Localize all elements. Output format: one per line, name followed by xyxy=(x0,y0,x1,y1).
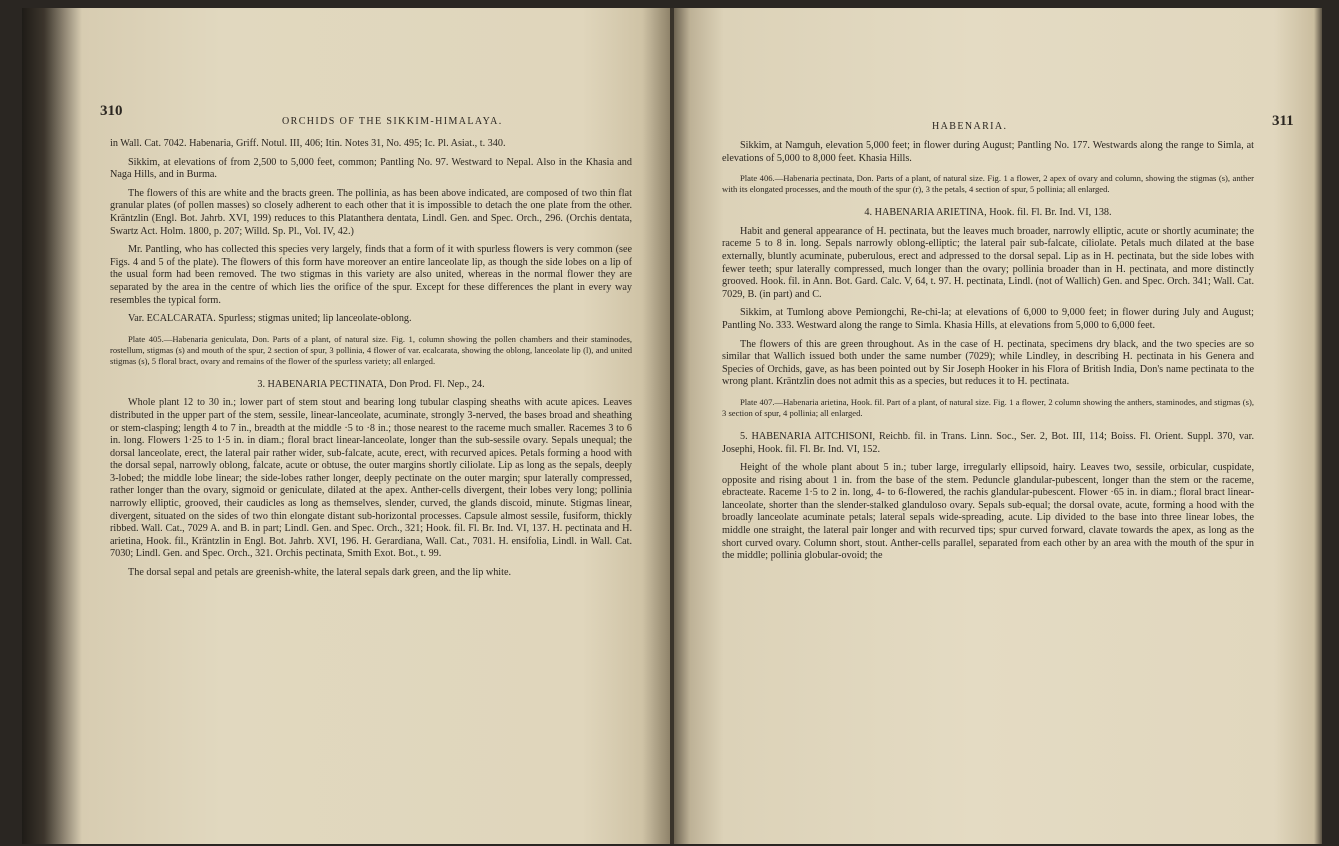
paragraph: Height of the whole plant about 5 in.; tuber large, irregularly ellipsoid, hairy. Leaves two, sessile, orbicular, cuspidate, opposite and rising about 1 in. from the base of the stem. Peduncle glandular-pubescent, longer than the stem or the raceme, ebracteate. Raceme 1·5 to 2 in. long, 4- to 6-flowered, the rachis glandular-pubescent. Flower ·65 in. in diam.; floral bract linear-lanceolate, shorter than the slender-stalked glanduloso ovary. Sepals sub-equal; the dorsal ovate, acute, forming a hood with the broadly lanceolate acuminate petals; lateral sepals wide-spreading, acute. Lip divided to the base into three linear lobes, the middle one straight, the lateral pair longer and with recurved tips; spur curved forward, clavate towards the apex, as long as the short curved ovary. Column short, stout. Anther-cells parallel, separated from each other by an area with the mouth of the spur in the middle; pollinia globular-ovoid; the xyxy=(722,462,1254,562)
page-number: 310 xyxy=(100,103,123,119)
plate-caption: Plate 406.—Habenaria pectinata, Don. Parts of a plant, of natural size. Fig. 1 a flower, 2 apex of ovary and column, showing the stigmas (s), anther with its elongated processes, and the mouth of the spur (r), 3 the petals, 4 section of spur, 5 pollinia; all enlarged. xyxy=(722,173,1254,195)
running-head: ORCHIDS OF THE SIKKIM-HIMALAYA. xyxy=(282,116,503,127)
left-page xyxy=(22,8,670,844)
paragraph: Mr. Pantling, who has collected this species very largely, finds that a form of it with spurless flowers is very common (see Figs. 4 and 5 of the plate). The flowers of this form have moreover an entire lanceolate lip, as though the side lobes on a lip of the usual form had been removed. The two stigmas in this variety are also united, whereas in the normal flower they are separated by the area in the centre of which lies the orifice of the spur. Except for these differences the plant in every way resembles the typical form. xyxy=(110,244,632,306)
page-number: 311 xyxy=(1272,113,1294,129)
paragraph: Sikkim, at Tumlong above Pemiongchi, Re-chi-la; at elevations of 6,000 to 9,000 feet; in flower during July and August; Pantling No. 333. Westward along the range to Simla. Khasia Hills, at elevations from 5,000 to 6,000 feet. xyxy=(722,307,1254,331)
section-heading: 5. HABENARIA AITCHISONI, Reichb. fil. in Trans. Linn. Soc., Ser. 2, Bot. III, 114; Boiss. Fl. Orient. Suppl. 370, var. Josephi, Hook. fil. Fl. Br. Ind. VI, 152. xyxy=(722,430,1254,455)
section-heading: 3. HABENARIA PECTINATA, Don Prod. Fl. Nep., 24. xyxy=(257,378,485,390)
paragraph: Whole plant 12 to 30 in.; lower part of stem stout and bearing long tubular clasping sheaths with acute apices. Leaves distributed in the upper part of the stem, sessile, linear-lanceolate, acuminate, strongly 3-nerved, the bases broad and sheathing or stem-clasping; length 4 to 7 in., breadth at the middle ·5 to ·8 in.; those nearest to the raceme much smaller. Racemes 3 to 6 in. long. Flowers 1·25 to 1·5 in. in diam.; floral bract linear-lanceolate, longer than the sub-sessile ovary. Sepals unequal; the dorsal lanceolate, erect, the lateral pair rather wider, sub-falcate, acute, erect, with recurved apices. Petals forming a hood with the dorsal sepal, narrowly oblong, falcate, acute or obtuse, the outer margins shortly ciliolate. Lip as long as the sepals, deeply 3-lobed; the middle lobe linear; the side-lobes rather longer, deeply pectinate on the outer margin; spur laterally compressed, rather longer than the ovary, sigmoid or geniculate, dilated at the apex. Anther-cells divergent, their lobes very long; pollinia narrowly elliptic, grooved, their caudicles as long as themselves, slender, curved, the glands discoid, minute. Stigmas linear, divergent, situated on the sides of two thin elongate distant sub-horizontal processes. Capsule almost sessile, fusiform, thickly ribbed. Wall. Cat., 7029 A. and B. in part; Lindl. Gen. and Spec. Orch., 321; Hook. fil. Fl. Br. Ind. VI, 137. H. pectinata and H. arietina, Hook. fil., Kräntzlin in Engl. Bot. Jahrb. XVI, 196. H. Gerardiana, Wall. Cat., 7031. H. ensifolia, Lindl. in Wall. Cat. 7030; Lindl. Gen. and Spec. Orch., 321. Orchis pectinata, Smith Exot. Bot., t. 99. xyxy=(110,397,632,560)
section-heading: 4. HABENARIA ARIETINA, Hook. fil. Fl. Br. Ind. VI, 138. xyxy=(864,207,1112,219)
paragraph: Var. ECALCARATA. Spurless; stigmas united; lip lanceolate-oblong. xyxy=(128,313,412,325)
paragraph: The flowers of this are white and the bracts green. The pollinia, as has been above indicated, are composed of two thin flat granular plates (of pollen masses) so closely adherent to each other that it is impossible to detach the one plate from the other. Kräntzlin (Engl. Bot. Jahrb. XVI, 199) reduces to this Platanthera dentata, Lindl. Gen. and Spec. Orch., 296. (Orchis dentata, Swartz Act. Holm. 1800, p. 207; Willd. Sp. Pl., Vol. IV, 42.) xyxy=(110,187,632,237)
plate-caption: Plate 407.—Habenaria arietina, Hook. fil. Part of a plant, of natural size. Fig. 1 a flower, 2 column showing the anthers, staminodes, and stigmas (s), 3 section of spur, 4 pollinia; all enlarged. xyxy=(722,396,1254,418)
plate-caption: Plate 405.—Habenaria geniculata, Don. Parts of a plant, of natural size. Fig. 1, column showing the pollen chambers and their staminodes, rostellum, stigmas (s) and mouth of the spur, 2 section of spur, 3 pollinia, 4 flower of var. ecalcarata, showing the oblong, lanceolate lip (l), and united stigmas (s), 5 floral bract, ovary and remains of the flower of the spurless variety; all enlarged. xyxy=(110,333,632,366)
paragraph: Sikkim, at elevations of from 2,500 to 5,000 feet, common; Pantling No. 97. Westward to Nepal. Also in the Khasia and Naga Hills, and in Burma. xyxy=(110,156,632,181)
paragraph: The dorsal sepal and petals are greenish-white, the lateral sepals dark green, and the lip white. xyxy=(128,567,512,579)
left-text-column xyxy=(110,138,632,586)
paragraph: Sikkim, at Namguh, elevation 5,000 feet; in flower during August; Pantling No. 177. Westwards along the range to Simla, at elevations of 5,000 to 8,000 feet. Khasia Hills. xyxy=(722,140,1254,164)
right-text-column xyxy=(722,140,1254,569)
right-page xyxy=(674,8,1322,844)
paragraph: Habit and general appearance of H. pectinata, but the leaves much broader, narrowly elliptic, acute or shortly acuminate; the raceme 5 to 8 in. long. Sepals narrowly oblong-elliptic; the lateral pair sub-falcate, ciliolate. Petals much dilated at the base externally, bluntly acuminate, puberulous, erect and adpressed to the dorsal sepal. Lip as in H. pectinata, but the side lobes with fewer teeth; spur laterally compressed, much longer than the ovary; pollinia broader than in H. pectinata, and more distinctly grooved. Hook. fil. in Ann. Bot. Gard. Calc. V, 64, t. 97. H. pectinata, Lindl. (not of Wallich) Gen. and Spec. Orch. 341; Wall. Cat. 7029, B. (in part) and C. xyxy=(722,225,1254,300)
paragraph: The flowers of this are green throughout. As in the case of H. pectinata, specimens dry black, and the two species are so similar that Wallich issued both under the same number (7029); while Lindley, in describing H. pectinata in his Genera and Species of Orchids, gave, as has been pointed out by Sir Joseph Hooker in his Flora of British India, Don's name pectinata to the wrong plant. Kräntzlin does not admit this as a species, but reduces it to H. pectinata. xyxy=(722,338,1254,388)
running-head: HABENARIA. xyxy=(932,121,1008,132)
paragraph: in Wall. Cat. 7042. Habenaria, Griff. Notul. III, 406; Itin. Notes 31, No. 495; Ic. Pl. Asiat., t. 340. xyxy=(110,138,506,149)
book-spread xyxy=(22,8,1322,844)
